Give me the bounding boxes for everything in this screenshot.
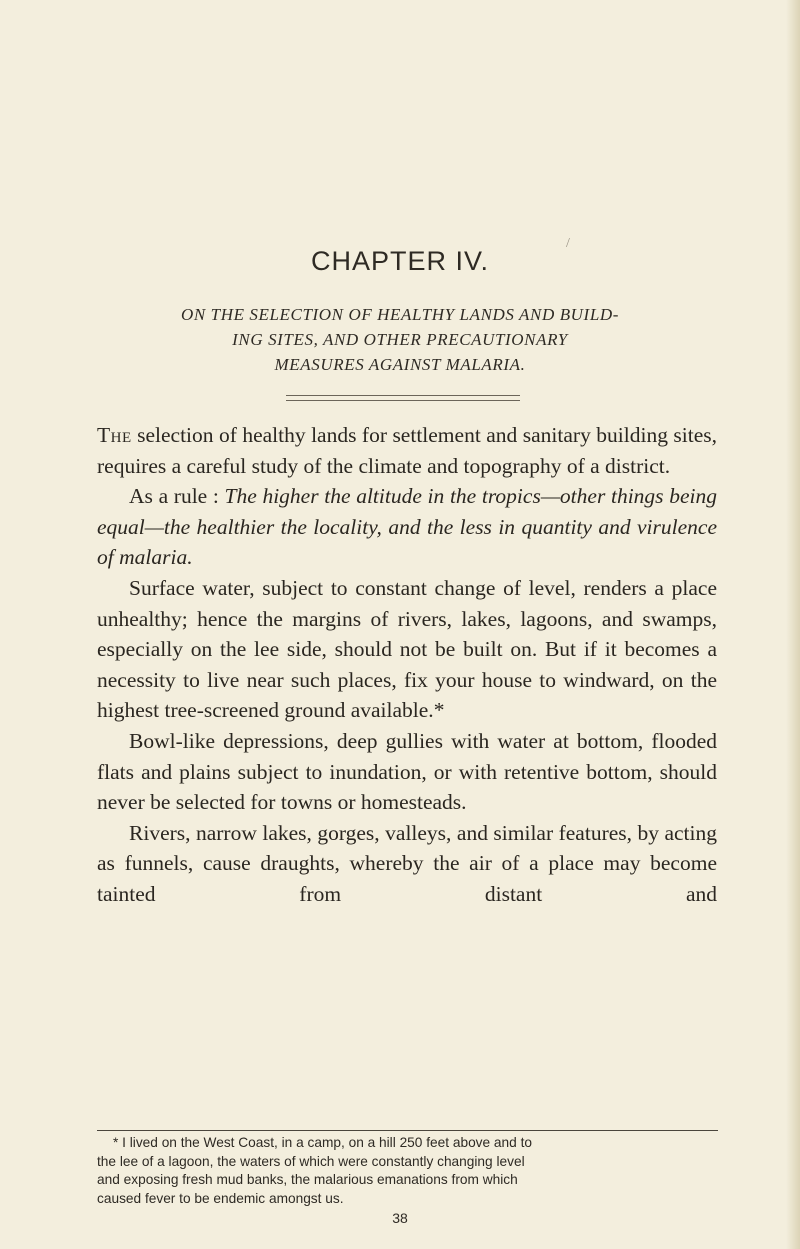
paragraph-lead: The: [97, 423, 132, 447]
footnote: [97, 1134, 719, 1208]
subtitle-line: ING SITES, AND OTHER PRECAUTIONARY: [232, 330, 568, 349]
paragraph: [97, 420, 717, 481]
footnote-rule: [97, 1130, 718, 1131]
paragraph: [97, 573, 717, 726]
paragraph-emphasis: The higher the altitude in the tropics—other things being equal—the healthier the locality, and the less in quantity and virulence of malaria.: [97, 484, 717, 570]
stray-pencil-mark: /: [566, 236, 570, 251]
subtitle-line: MEASURES AGAINST MALARIA.: [274, 355, 526, 374]
paragraph-lead: As a rule :: [129, 484, 225, 509]
double-rule-divider: [286, 395, 520, 401]
footnote-line: and exposing fresh mud banks, the malarious emanations from which: [97, 1172, 518, 1187]
footnote-line: caused fever to be endemic amongst us.: [97, 1190, 344, 1206]
paragraph-text: selection of healthy lands for settlement and sanitary building sites, requires a careful study of the climate and topography of a district.: [97, 423, 717, 478]
paragraph: [97, 726, 717, 818]
paragraph-text: Surface water, subject to constant change of level, renders a place unhealthy; hence the margins of rivers, lakes, lagoons, and swamps, especially on the lee side, should not be built on. But if it becomes a necessity to live near such places, fix your house to windward, on the highest tree-screened ground available.: [97, 575, 717, 723]
subtitle-line: ON THE SELECTION OF HEALTHY LANDS AND BUILD-: [180, 305, 620, 324]
paragraph-text: Rivers, narrow lakes, gorges, valleys, and similar features, by acting as funnels, cause draughts, whereby the air of a place may become tainted from distant and: [97, 820, 717, 906]
page-edge-shadow: [786, 0, 800, 1249]
footnote-line: * I lived on the West Coast, in a camp, on a hill 250 feet above and to: [113, 1135, 532, 1150]
body-text: [97, 420, 717, 910]
chapter-subtitle: [110, 302, 690, 377]
paragraph: [97, 818, 717, 910]
page-number: 38: [392, 1210, 408, 1226]
footnote-marker: *: [433, 698, 445, 723]
paragraph-text: Bowl-like depressions, deep gullies with water at bottom, flooded flats and plains subject to inundation, or with retentive bottom, should never be selected for towns or homesteads.: [97, 728, 717, 815]
footnote-line: the lee of a lagoon, the waters of which were constantly changing level: [97, 1153, 525, 1169]
chapter-heading: CHAPTER IV.: [310, 246, 490, 276]
paragraph: [97, 481, 717, 573]
